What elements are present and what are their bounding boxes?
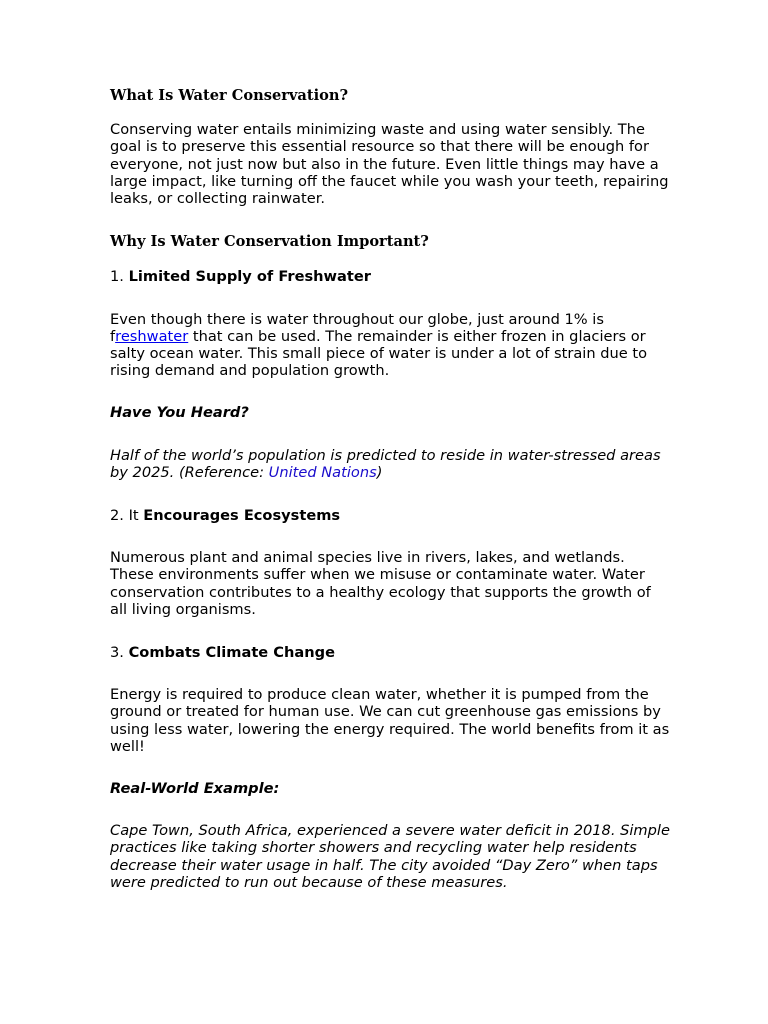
section3-title: Combats Climate Change — [128, 644, 335, 662]
united-nations-link[interactable]: United Nations — [268, 463, 377, 481]
section1-title: Limited Supply of Freshwater — [128, 268, 371, 286]
real-world-paragraph: Cape Town, South Africa, experienced a severe water deficit in 2018. Simple practices like taking shorter showers and recycling water help residents decrease their water usage in half. The city avoided “Day Zero” when taps were predicted to run out because of these measures. — [110, 822, 670, 891]
page-title: What Is Water Conservation? — [110, 87, 349, 104]
real-world-heading: Real-World Example: — [110, 780, 280, 798]
why-heading: Why Is Water Conservation Important? — [110, 233, 429, 251]
intro-paragraph: Conserving water entails minimizing waste and using water sensibly. The goal is to preserve this essential resource so that there will be enough for everyone, not just now but also in the future. Even little things may have a large impact, like turning off the faucet while you wash your teeth, repairing leaks, or collecting rainwater. — [110, 121, 669, 208]
section2-number: 2. It — [110, 507, 144, 525]
document-page — [110, 87, 670, 891]
section1-text-before: Even though there is water throughout our globe, just around 1% is f — [110, 310, 604, 345]
heard-text-after: ) — [376, 463, 383, 481]
have-you-heard-paragraph — [110, 447, 670, 481]
section3-heading — [110, 644, 670, 661]
section1-text-after: that can be used. The remainder is either frozen in glaciers or salty ocean water. This small piece of water is under a lot of strain due to rising demand and population growth. — [110, 327, 648, 380]
section1-heading — [110, 268, 670, 285]
have-you-heard-heading: Have You Heard? — [110, 404, 249, 422]
heard-text-before: Half of the world’s population is predicted to reside in water-stressed areas by 2025. (Reference: — [110, 446, 661, 481]
section3-number: 3. — [110, 644, 129, 662]
section2-heading — [110, 507, 670, 524]
freshwater-link[interactable]: reshwater — [115, 327, 189, 345]
section1-number: 1. — [110, 268, 129, 286]
section2-paragraph: Numerous plant and animal species live in rivers, lakes, and wetlands. These environments suffer when we misuse or contaminate water. Water conservation contributes to a healthy ecology that supports the growth of all living organisms. — [110, 549, 651, 618]
section2-title: Encourages Ecosystems — [143, 507, 341, 525]
section3-paragraph: Energy is required to produce clean water, whether it is pumped from the ground or treated for human use. We can cut greenhouse gas emissions by using less water, lowering the energy required. The world benefits from it as well! — [110, 686, 670, 755]
section1-paragraph — [110, 311, 670, 380]
